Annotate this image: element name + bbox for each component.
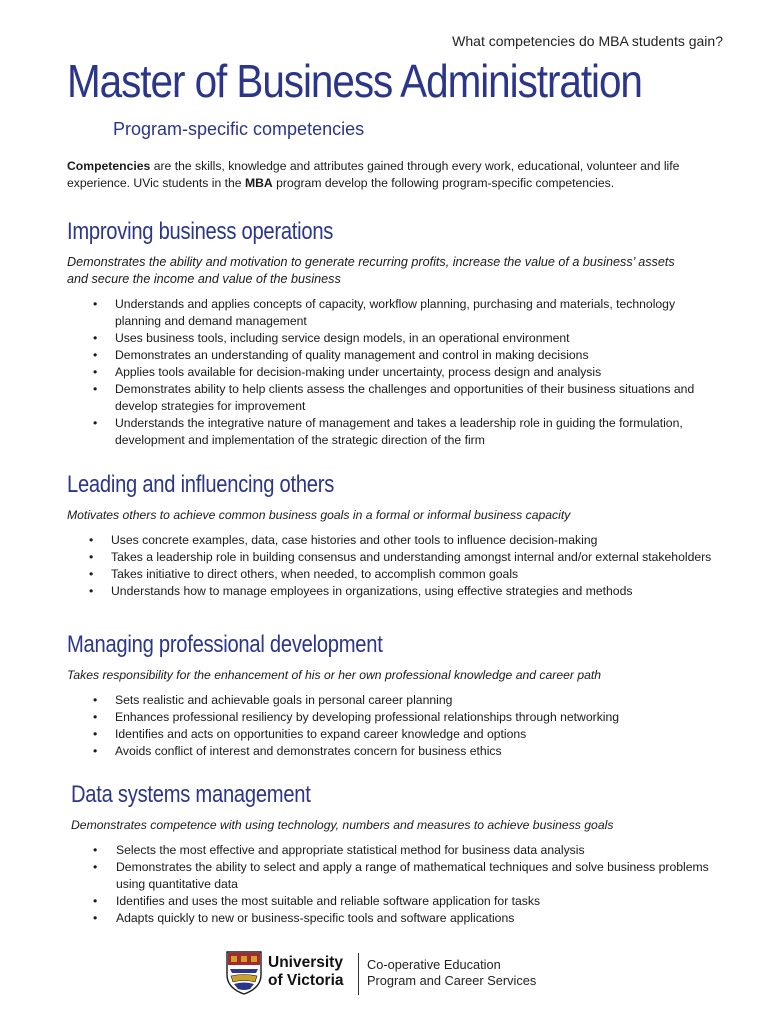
list-item-text: Applies tools available for decision-making under uncertainty, process design and analysis [115, 365, 602, 380]
list-item-text: Selects the most effective and appropriate statistical method for business data analysis [116, 843, 585, 858]
list-item [71, 842, 721, 859]
list-item [67, 549, 717, 566]
list-item [67, 415, 717, 449]
university-crest-icon [226, 951, 262, 995]
bullet-icon: • [89, 533, 94, 548]
list-item [67, 692, 717, 709]
competency-list [67, 296, 717, 449]
list-item [67, 743, 717, 760]
bullet-icon: • [93, 727, 98, 742]
bullet-icon: • [93, 348, 98, 363]
list-item-text: Demonstrates the ability to select and apply a range of mathematical techniques and solve business problems using quantitative data [116, 860, 709, 892]
list-item [71, 859, 721, 893]
bullet-icon: • [93, 860, 98, 875]
bullet-icon: • [93, 297, 98, 312]
bullet-icon: • [93, 365, 98, 380]
bullet-icon: • [93, 416, 98, 431]
bullet-icon: • [89, 567, 94, 582]
list-item-text: Identifies and acts on opportunities to expand career knowledge and options [115, 727, 527, 742]
list-item [67, 347, 717, 364]
list-item-text: Uses business tools, including service design models, in an operational environment [115, 331, 570, 346]
list-item [67, 296, 717, 330]
section-description: Demonstrates competence with using technology, numbers and measures to achieve business goals [71, 818, 614, 833]
bullet-icon: • [93, 382, 98, 397]
bullet-icon: • [93, 693, 98, 708]
bullet-icon: • [93, 744, 98, 759]
section-improving-business-operations [67, 219, 717, 449]
footer-divider [358, 953, 359, 995]
list-item-text: Demonstrates an understanding of quality management and control in making decisions [115, 348, 589, 363]
section-title: Leading and influencing others [67, 471, 335, 498]
list-item [67, 364, 717, 381]
competency-list [67, 692, 717, 760]
list-item-text: Sets realistic and achievable goals in personal career planning [115, 693, 453, 708]
list-item [71, 910, 721, 927]
intro-text-2: program develop the following program-specific competencies. [272, 175, 615, 190]
bullet-icon: • [93, 911, 98, 926]
section-managing-professional-development [67, 632, 717, 760]
section-description: Takes responsibility for the enhancement of his or her own professional knowledge and career path [67, 668, 602, 683]
list-item [67, 583, 717, 600]
bullet-icon: • [89, 584, 94, 599]
section-description: Motivates others to achieve common business goals in a formal or informal business capacity [67, 508, 571, 523]
section-title: Managing professional development [67, 631, 383, 658]
intro-program: MBA [244, 175, 273, 190]
list-item [71, 893, 721, 910]
list-item-text: Understands how to manage employees in organizations, using effective strategies and methods [111, 584, 633, 599]
list-item [67, 381, 717, 415]
university-name-line-2: of Victoria [268, 972, 344, 989]
section-description: Demonstrates the ability and motivation to generate recurring profits, increase the value of a business’ assets and secure the income and value of the business [67, 255, 675, 287]
university-name-line-1: University [268, 954, 343, 971]
list-item-text: Avoids conflict of interest and demonstrates concern for business ethics [115, 744, 502, 759]
bullet-icon: • [93, 894, 98, 909]
competency-list [71, 842, 721, 927]
list-item-text: Understands and applies concepts of capacity, workflow planning, purchasing and materials, technology planning and demand management [115, 297, 676, 329]
list-item-text: Enhances professional resiliency by developing professional relationships through networking [115, 710, 620, 725]
page-subtitle: Program-specific competencies [113, 119, 365, 139]
list-item [67, 726, 717, 743]
list-item-text: Identifies and uses the most suitable and reliable software application for tasks [116, 894, 541, 909]
section-title: Improving business operations [67, 218, 334, 245]
intro-term: Competencies [67, 159, 151, 173]
footer-logo [226, 951, 556, 997]
list-item-text: Understands the integrative nature of management and takes a leadership role in guiding the formulation, development and implementation of the strategic direction of the firm [115, 416, 683, 448]
list-item [67, 709, 717, 726]
header-question: What competencies do MBA students gain? [452, 33, 723, 49]
coop-program-name [367, 957, 536, 989]
bullet-icon: • [89, 550, 94, 565]
section-leading-and-influencing-others [67, 472, 717, 600]
coop-line-1: Co-operative Education [367, 957, 501, 972]
list-item-text: Adapts quickly to new or business-specific tools and software applications [116, 911, 515, 926]
list-item [67, 532, 717, 549]
intro-paragraph [67, 158, 697, 191]
university-name [268, 954, 344, 990]
list-item-text: Takes initiative to direct others, when needed, to accomplish common goals [111, 567, 519, 582]
list-item [67, 566, 717, 583]
list-item-text: Demonstrates ability to help clients assess the challenges and opportunities of their business situations and develop strategies for improvement [115, 382, 695, 414]
competency-list [67, 532, 717, 600]
page-title: Master of Business Administration [67, 55, 642, 107]
list-item-text: Uses concrete examples, data, case histories and other tools to influence decision-making [111, 533, 598, 548]
bullet-icon: • [93, 710, 98, 725]
bullet-icon: • [93, 843, 98, 858]
intro-text-1: are the skills, knowledge and attributes gained through every work, educational, volunteer and life experience. UVic students in the [67, 159, 680, 190]
coop-line-2: Program and Career Services [367, 973, 537, 988]
section-title: Data systems management [71, 781, 311, 808]
list-item-text: Takes a leadership role in building consensus and understanding amongst internal and/or external stakeholders [111, 550, 712, 565]
bullet-icon: • [93, 331, 98, 346]
section-data-systems-management [71, 782, 721, 927]
list-item [67, 330, 717, 347]
